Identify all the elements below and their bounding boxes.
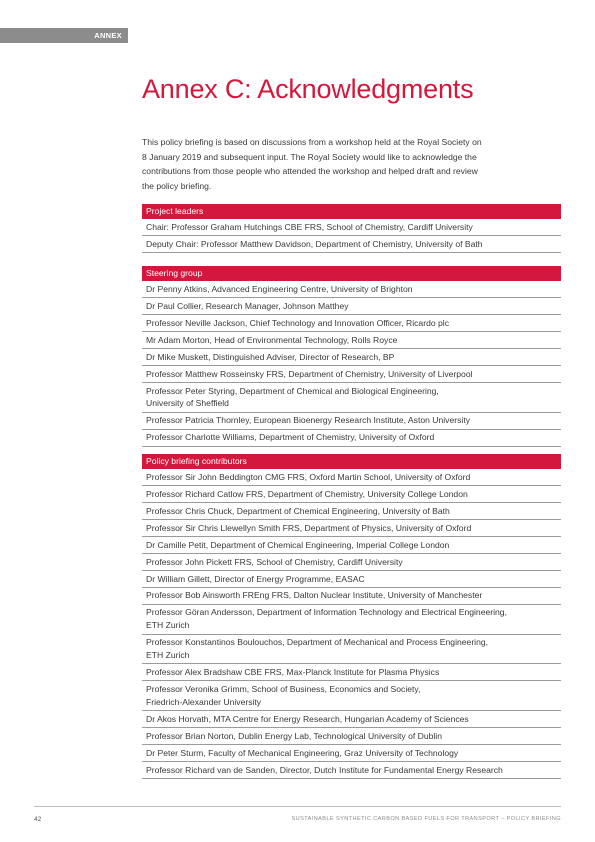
table-row [142, 745, 561, 762]
row-text: Dr Akos Horvath, MTA Centre for Energy Research, Hungarian Academy of Sciences [146, 713, 469, 724]
table-row [142, 554, 561, 571]
table-row [142, 605, 561, 635]
row-text: Chair: Professor Graham Hutchings CBE FRS, School of Chemistry, Cardiff University [146, 221, 473, 232]
row-text: Professor Richard van de Sanden, Director, Dutch Institute for Fundamental Energy Research [146, 764, 503, 775]
row-text: Professor Veronika Grimm, School of Business, Economics and Society, [146, 684, 421, 695]
project-leaders-table [142, 204, 561, 253]
table-row [142, 430, 561, 447]
table-row [142, 281, 561, 298]
row-text: Professor John Pickett FRS, School of Chemistry, Cardiff University [146, 556, 403, 567]
policy-briefing-contributors-table [142, 454, 561, 779]
table-row [142, 366, 561, 383]
row-text: Professor Peter Styring, Department of Chemical and Biological Engineering, [146, 385, 439, 396]
row-text: Professor Charlotte Williams, Department of Chemistry, University of Oxford [146, 432, 435, 443]
table-row [142, 219, 561, 236]
row-text: Professor Konstantinos Boulouchos, Department of Mechanical and Process Engineering, [146, 637, 489, 648]
row-text: ETH Zurich [146, 620, 190, 631]
row-text: Professor Patricia Thornley, European Bioenergy Research Institute, Aston University [146, 415, 471, 426]
row-text: Professor Chris Chuck, Department of Chemical Engineering, University of Bath [146, 505, 450, 516]
section-heading: Steering group [142, 266, 561, 281]
row-text: Deputy Chair: Professor Matthew Davidson, Department of Chemistry, University of Bath [146, 238, 483, 249]
steering-group-table [142, 266, 561, 447]
table-row [142, 469, 561, 486]
table-row [142, 571, 561, 588]
footer-publication-title: SUSTAINABLE SYNTHETIC CARBON BASED FUELS FOR TRANSPORT – POLICY BRIEFING [291, 816, 561, 822]
table-row [142, 236, 561, 253]
row-text: University of Sheffield [146, 398, 229, 409]
table-row [142, 681, 561, 711]
footer-divider [34, 806, 561, 807]
table-row [142, 349, 561, 366]
intro-line: This policy briefing is based on discussions from a workshop held at the Royal Society on [142, 137, 482, 147]
row-text: Professor Sir Chris Llewellyn Smith FRS, Department of Physics, University of Oxford [146, 522, 472, 533]
intro-line: the policy briefing. [142, 180, 212, 191]
table-row [142, 486, 561, 503]
section-heading: Policy briefing contributors [142, 454, 561, 469]
row-text: Dr William Gillett, Director of Energy Programme, EASAC [146, 573, 365, 584]
table-row [142, 762, 561, 779]
table-row [142, 503, 561, 520]
row-text: Professor Matthew Rosseinsky FRS, Department of Chemistry, University of Liverpool [146, 368, 473, 379]
intro-line: 8 January 2019 and subsequent input. The Royal Society would like to acknowledge the [142, 151, 477, 162]
table-row [142, 383, 561, 413]
row-text: Dr Camille Petit, Department of Chemical Engineering, Imperial College London [146, 539, 450, 550]
table-row [142, 635, 561, 665]
table-row [142, 664, 561, 681]
intro-line: contributions from those people who attended the workshop and helped draft and review [142, 166, 478, 177]
table-row [142, 315, 561, 332]
table-row [142, 588, 561, 605]
intro-paragraph [142, 135, 542, 193]
row-text: Professor Bob Ainsworth FREng FRS, Dalton Nuclear Institute, University of Manchester [146, 590, 483, 601]
table-row [142, 520, 561, 537]
row-text: Professor Neville Jackson, Chief Technology and Innovation Officer, Ricardo plc [146, 317, 450, 328]
row-text: Professor Alex Bradshaw CBE FRS, Max-Planck Institute for Plasma Physics [146, 667, 440, 678]
section-heading: Project leaders [142, 204, 561, 219]
row-text: Professor Brian Norton, Dublin Energy Lab, Technological University of Dublin [146, 730, 442, 741]
row-text: Dr Paul Collier, Research Manager, Johnson Matthey [146, 300, 349, 311]
row-text: Dr Mike Muskett, Distinguished Adviser, Director of Research, BP [146, 351, 395, 362]
table-row [142, 413, 561, 430]
annex-tab: ANNEX [0, 28, 128, 43]
row-text: Dr Peter Sturm, Faculty of Mechanical Engineering, Graz University of Technology [146, 747, 459, 758]
row-text: Friedrich-Alexander University [146, 696, 262, 707]
page-title: Annex C: Acknowledgments [142, 74, 474, 104]
table-row [142, 298, 561, 315]
table-row [142, 332, 561, 349]
table-row [142, 711, 561, 728]
table-row [142, 728, 561, 745]
page-number: 42 [34, 816, 42, 823]
row-text: Mr Adam Morton, Head of Environmental Technology, Rolls Royce [146, 334, 398, 345]
row-text: Professor Sir John Beddington CMG FRS, Oxford Martin School, University of Oxford [146, 471, 471, 482]
row-text: Professor Richard Catlow FRS, Department of Chemistry, University College London [146, 488, 468, 499]
row-text: Professor Göran Andersson, Department of Information Technology and Electrical Engineering, [146, 607, 507, 618]
row-text: ETH Zurich [146, 650, 190, 661]
row-text: Dr Penny Atkins, Advanced Engineering Centre, University of Brighton [146, 283, 413, 294]
table-row [142, 537, 561, 554]
